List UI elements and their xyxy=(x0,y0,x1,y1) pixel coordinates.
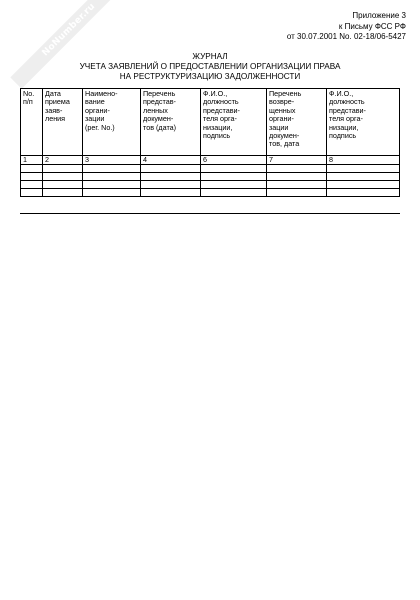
journal-title xyxy=(0,52,420,82)
table-cell xyxy=(83,189,141,197)
table-cell xyxy=(43,189,83,197)
column-number: 8 xyxy=(327,156,400,165)
column-header xyxy=(83,89,141,156)
table-cell xyxy=(267,165,327,173)
column-number-row xyxy=(21,156,400,165)
column-header-line: Ф.И.О., xyxy=(329,89,354,98)
table-cell xyxy=(83,165,141,173)
table-cell xyxy=(141,173,201,181)
table-cell xyxy=(83,173,141,181)
column-header-line: Наимено- xyxy=(85,89,118,98)
column-header-line: зации xyxy=(85,114,105,124)
title-line: ЖУРНАЛ xyxy=(192,52,228,61)
table-cell xyxy=(267,181,327,189)
table-cell xyxy=(21,181,43,189)
table-cell xyxy=(327,189,400,197)
column-header-line: No. xyxy=(23,89,35,98)
table-cell xyxy=(21,165,43,173)
column-header-line: представи- xyxy=(203,105,240,115)
column-header-line: теля орга- xyxy=(329,114,363,124)
column-header-line: вание xyxy=(85,97,105,107)
column-header-line: докумен- xyxy=(269,131,300,141)
table-cell xyxy=(141,165,201,173)
column-number: 3 xyxy=(83,156,141,165)
column-header-line: Перечень xyxy=(143,89,176,98)
table-header-row xyxy=(21,89,400,156)
table-cell xyxy=(141,181,201,189)
table-cell xyxy=(21,173,43,181)
column-header-line: ленных xyxy=(143,105,168,115)
table-cell xyxy=(201,189,267,197)
column-number: 1 xyxy=(21,156,43,165)
column-header-line: подпись xyxy=(329,131,357,141)
column-header-line: зации xyxy=(269,122,289,132)
title-line: УЧЕТА ЗАЯВЛЕНИЙ О ПРЕДОСТАВЛЕНИИ ОРГАНИЗАЦИИ ПРАВА xyxy=(79,62,341,71)
table-cell xyxy=(201,165,267,173)
column-header-line: органи- xyxy=(269,114,294,124)
header-line: от 30.07.2001 No. 02-18/06-5427 xyxy=(286,32,406,41)
table-cell xyxy=(21,189,43,197)
column-header-line: приема xyxy=(45,97,70,107)
column-number: 4 xyxy=(141,156,201,165)
table-cell xyxy=(327,165,400,173)
document-header xyxy=(206,11,406,43)
column-header-line: (рег. No.) xyxy=(85,122,115,132)
column-header-line: подпись xyxy=(203,131,231,141)
table-cell xyxy=(327,173,400,181)
table-row xyxy=(21,165,400,173)
header-line: Приложение 3 xyxy=(352,11,406,20)
column-number: 2 xyxy=(43,156,83,165)
header-line: к Письму ФСС РФ xyxy=(338,21,406,31)
column-header-line: должность xyxy=(329,97,365,107)
table-cell xyxy=(43,173,83,181)
column-header-line: органи- xyxy=(85,105,110,115)
column-header xyxy=(327,89,400,156)
column-number: 7 xyxy=(267,156,327,165)
table-cell xyxy=(327,181,400,189)
watermark: NoNumber.ru xyxy=(10,0,127,89)
column-header-line: низации, xyxy=(203,122,233,132)
column-header-line: ления xyxy=(45,114,66,124)
table-row xyxy=(21,189,400,197)
column-header-line: докумен- xyxy=(143,114,174,124)
table-cell xyxy=(201,181,267,189)
column-header xyxy=(21,89,43,156)
table-row xyxy=(21,173,400,181)
table-cell xyxy=(43,181,83,189)
table-cell xyxy=(201,173,267,181)
table-cell xyxy=(43,165,83,173)
horizontal-rule xyxy=(20,213,400,214)
column-header-line: Ф.И.О., xyxy=(203,89,228,98)
column-header-line: тов, дата xyxy=(269,139,300,149)
table-cell xyxy=(83,181,141,189)
column-header-line: низации, xyxy=(329,122,359,132)
table-cell xyxy=(267,173,327,181)
table-cell xyxy=(141,189,201,197)
column-header-line: представ- xyxy=(143,97,176,107)
column-header xyxy=(43,89,83,156)
journal-table xyxy=(20,88,400,197)
table-cell xyxy=(267,189,327,197)
column-header-line: тов (дата) xyxy=(143,122,177,132)
column-header-line: возвре- xyxy=(269,97,295,107)
column-header xyxy=(201,89,267,156)
column-header-line: должность xyxy=(203,97,239,107)
column-header-line: заяв- xyxy=(45,105,63,115)
column-header-line: Дата xyxy=(45,89,61,98)
column-header-line: теля орга- xyxy=(203,114,237,124)
table-row xyxy=(21,181,400,189)
column-header xyxy=(267,89,327,156)
column-number: 6 xyxy=(201,156,267,165)
column-header-line: представи- xyxy=(329,105,366,115)
column-header xyxy=(141,89,201,156)
column-header-line: п/п xyxy=(23,97,33,107)
title-line: НА РЕСТРУКТУРИЗАЦИЮ ЗАДОЛЖЕННОСТИ xyxy=(119,72,301,81)
column-header-line: щенных xyxy=(269,105,296,115)
column-header-line: Перечень xyxy=(269,89,302,98)
